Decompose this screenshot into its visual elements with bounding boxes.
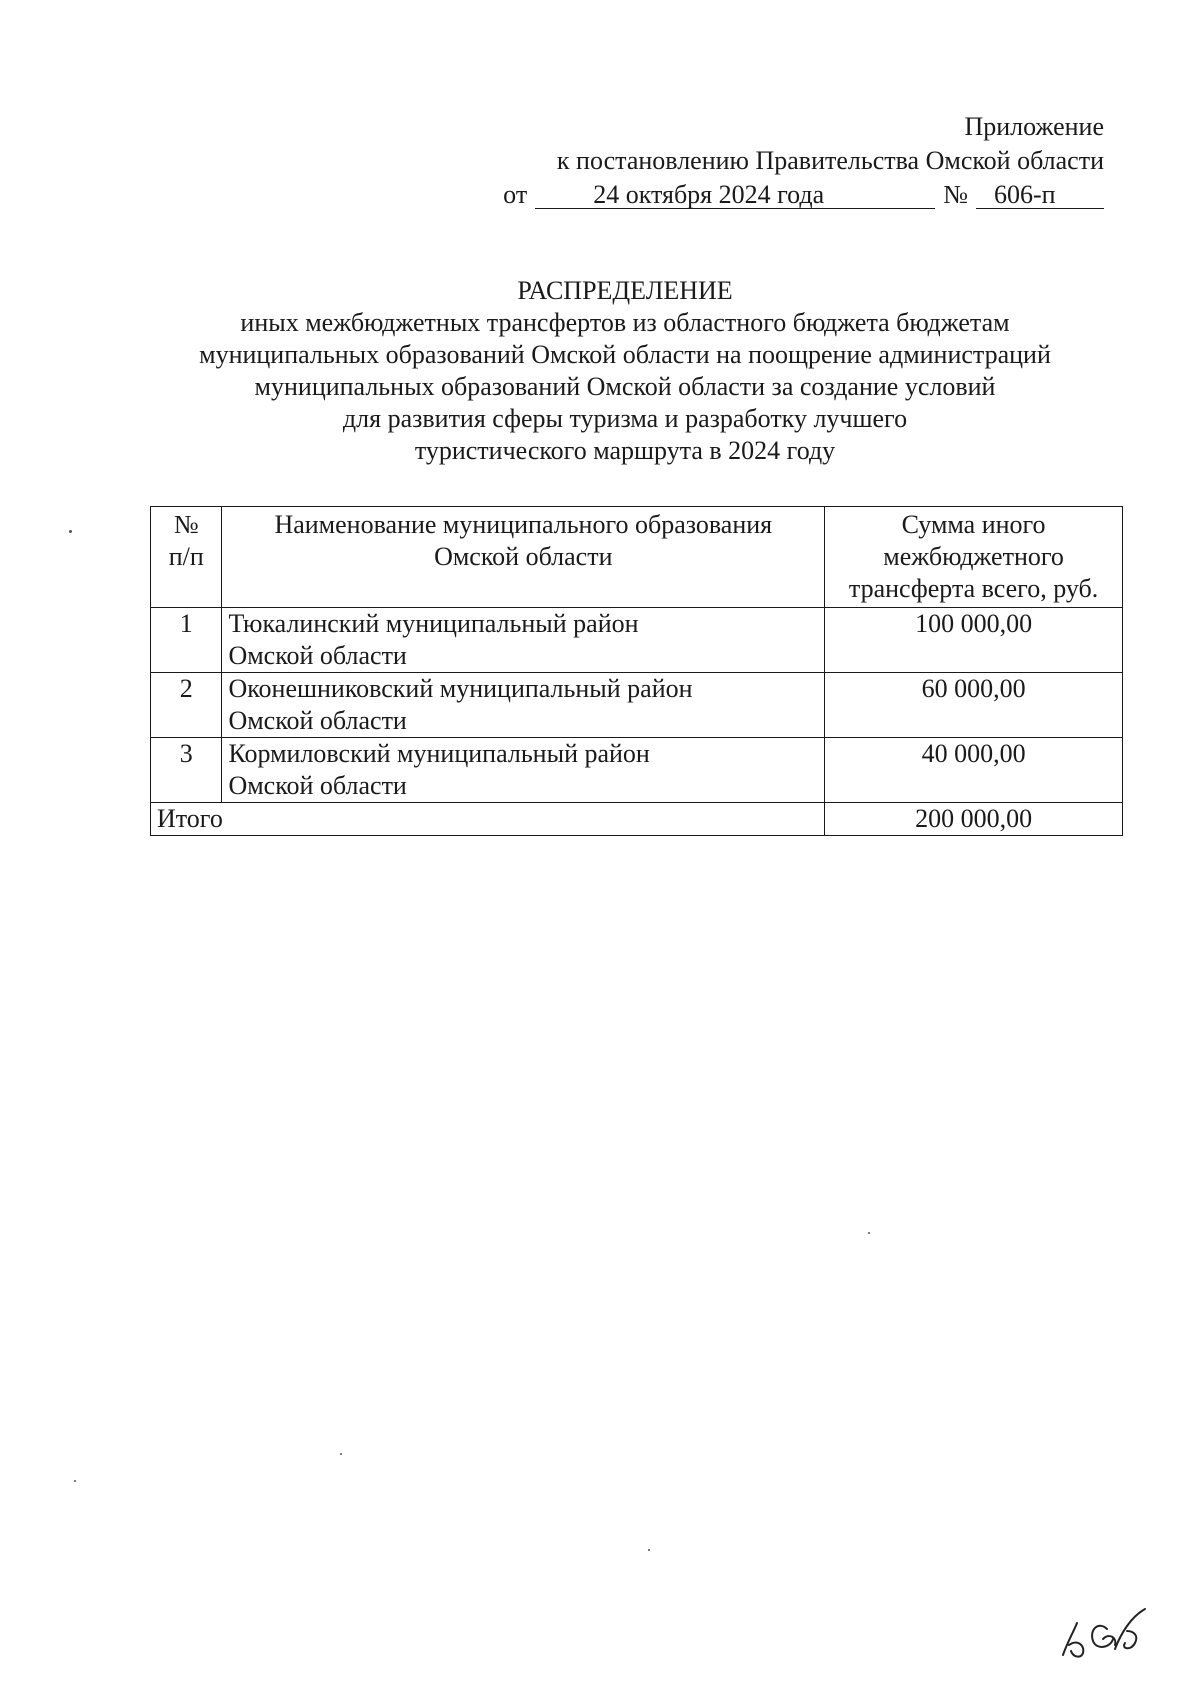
scan-speck xyxy=(74,1480,76,1482)
title-line: муниципальных образований Омской области на поощрение администраций xyxy=(199,340,1051,369)
row-name xyxy=(222,608,825,673)
handwritten-initials-icon xyxy=(1055,1603,1155,1663)
header-sum-line: Сумма иного xyxy=(901,510,1046,539)
header-sum-line: трансферта всего, руб. xyxy=(848,574,1099,603)
header-name xyxy=(222,507,825,608)
row-name-line: Оконешниковский муниципальный район xyxy=(228,674,693,703)
table-row xyxy=(151,608,1123,673)
title-line: муниципальных образований Омской области за создание условий xyxy=(254,372,996,401)
row-num: 3 xyxy=(151,738,222,803)
table-header-row xyxy=(151,507,1123,608)
resolution-reference: к постановлению Правительства Омской области xyxy=(556,146,1104,175)
row-name-line: Тюкалинский муниципальный район xyxy=(228,609,639,638)
total-row xyxy=(151,803,1123,836)
table-row xyxy=(151,738,1123,803)
row-name-line: Омской области xyxy=(228,771,407,800)
header-name-line: Наименование муниципального образования xyxy=(274,510,773,539)
row-sum: 100 000,00 xyxy=(825,608,1123,673)
document-title xyxy=(130,275,1120,467)
title-line: для развития сферы туризма и разработку лучшего xyxy=(342,404,908,433)
title-main: РАСПРЕДЕЛЕНИЕ xyxy=(517,276,733,305)
row-name-line: Омской области xyxy=(228,706,407,735)
header-sum xyxy=(825,507,1123,608)
header-name-line: Омской области xyxy=(434,542,613,571)
row-name xyxy=(222,673,825,738)
row-name-line: Кормиловский муниципальный район xyxy=(228,739,650,768)
row-sum: 40 000,00 xyxy=(825,738,1123,803)
distribution-table xyxy=(150,506,1123,836)
resolution-date: 24 октября 2024 года xyxy=(535,182,935,209)
appendix-header xyxy=(484,110,1104,212)
number-prefix: № xyxy=(943,180,968,209)
header-num-line: № xyxy=(173,510,199,539)
row-num: 2 xyxy=(151,673,222,738)
header-num xyxy=(151,507,222,608)
appendix-label: Приложение xyxy=(964,112,1104,141)
scan-speck xyxy=(340,1453,342,1455)
row-sum: 60 000,00 xyxy=(825,673,1123,738)
scan-speck xyxy=(868,1232,870,1234)
total-label: Итого xyxy=(151,803,825,836)
scan-speck xyxy=(69,530,72,533)
row-num: 1 xyxy=(151,608,222,673)
table-row xyxy=(151,673,1123,738)
row-name xyxy=(222,738,825,803)
title-line: туристического маршрута в 2024 году xyxy=(414,436,836,465)
resolution-date-line xyxy=(484,178,1104,212)
resolution-number: 606-п xyxy=(976,182,1104,209)
total-sum: 200 000,00 xyxy=(825,803,1123,836)
header-sum-line: межбюджетного xyxy=(883,542,1064,571)
scan-speck xyxy=(648,1549,650,1551)
row-name-line: Омской области xyxy=(228,641,407,670)
title-line: иных межбюджетных трансфертов из областного бюджета бюджетам xyxy=(240,308,1010,337)
header-num-line: п/п xyxy=(168,542,204,571)
date-prefix: от xyxy=(503,180,528,209)
